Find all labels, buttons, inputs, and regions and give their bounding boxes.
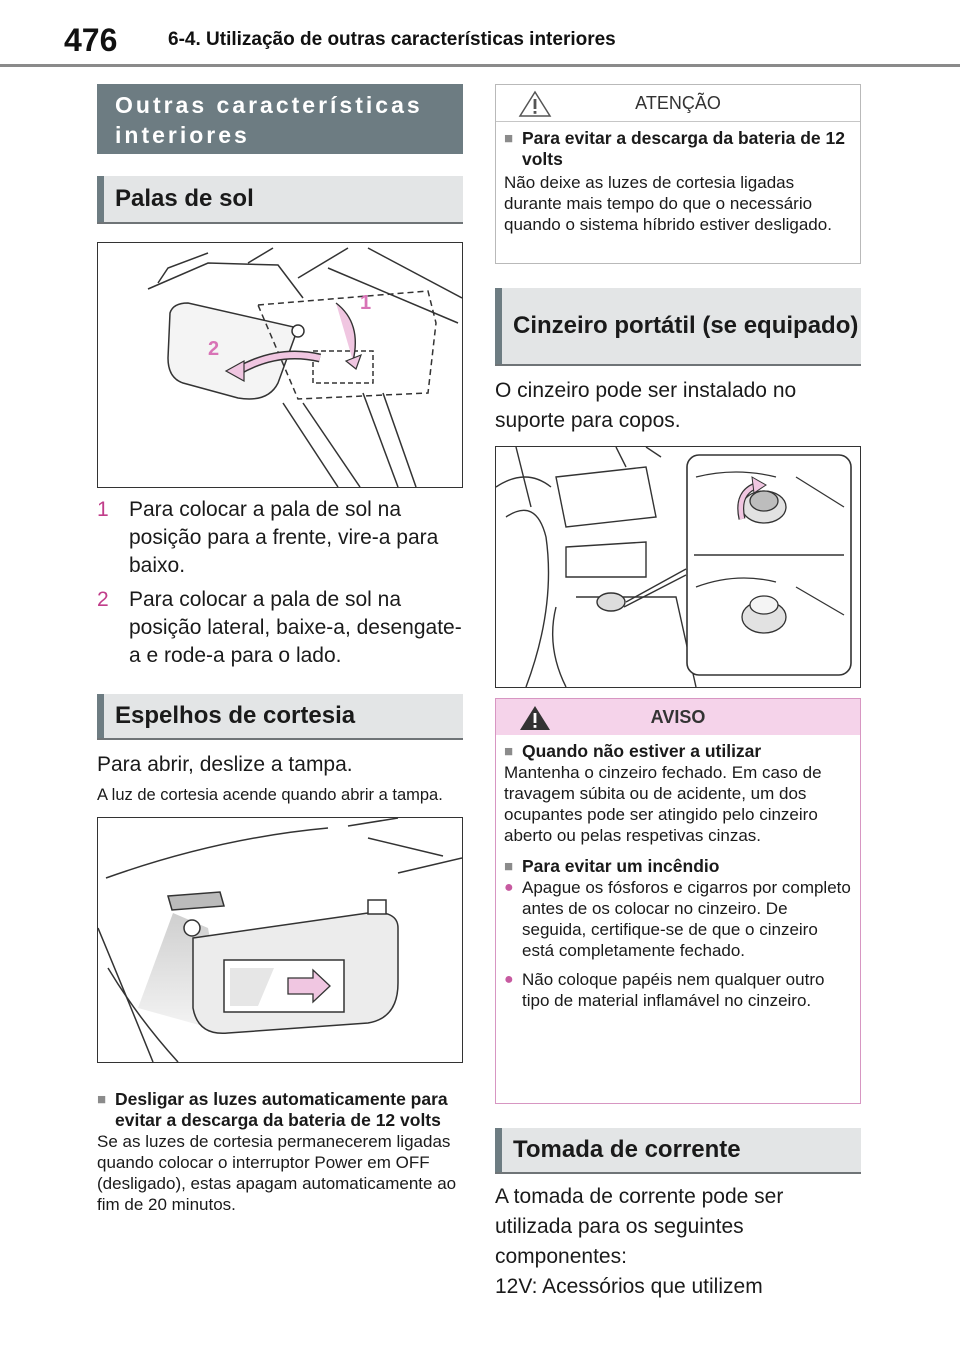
section-heading-text: Palas de sol (115, 185, 254, 212)
step-item (97, 496, 463, 580)
attention-label: ATENÇÃO (635, 92, 721, 113)
step-number: 2 (97, 588, 109, 611)
ashtray-illustration (496, 447, 860, 687)
notice-item-title (504, 856, 852, 877)
notice-header (496, 699, 860, 735)
section-heading-text: Tomada de corrente (513, 1136, 741, 1163)
section-heading-sun-visors (97, 176, 463, 224)
notice-item-title (504, 741, 852, 762)
attention-item-title-text: Para evitar a descarga da bateria de 12 volts (522, 128, 845, 169)
fig-label-1: 1 (360, 292, 372, 314)
attention-box (495, 84, 861, 264)
step-text: Para colocar a pala de sol na posição lateral, baixe-a, desengate-a e rode-a para o lado. (129, 588, 462, 667)
notice-bullet (504, 969, 852, 1011)
header-rule (0, 64, 960, 67)
ashtray-text: O cinzeiro pode ser instalado no suporte para copos. (495, 379, 797, 432)
notice-bullet-text: Apague os fósforos e cigarros por completo antes de os colocar no cinzeiro. De seguida, certifique-se de que o cinzeiro está completamente fechado. (522, 878, 851, 960)
warning-triangle-icon (518, 90, 552, 118)
square-bullet-icon: ■ (504, 743, 514, 760)
section-heading-text: Cinzeiro portátil (se equipado) (513, 312, 859, 339)
outlet-text-continued: 12V: Acessórios que utilizem (495, 1275, 763, 1298)
note-text: Se as luzes de cortesia permanecerem ligadas quando colocar o interruptor Power em OFF (desligado), estas apagam automaticamente ao fim de 20 minutos. (97, 1132, 457, 1214)
notice-bullet-text: Não coloque papéis nem qualquer outro tipo de material inflamável no cinzeiro. (522, 970, 825, 1010)
step-text: Para colocar a pala de sol na posição para a frente, vire-a para baixo. (129, 498, 439, 577)
circle-bullet-icon: ● (504, 971, 514, 988)
chapter-title: 6-4. Utilização de outras características interiores (168, 29, 616, 50)
notice-bullet (504, 877, 852, 961)
circle-bullet-icon: ● (504, 879, 514, 896)
sun-visor-steps (97, 496, 463, 670)
page-header (0, 0, 960, 66)
notice-item-title-text: Quando não estiver a utilizar (522, 741, 762, 761)
attention-body (496, 122, 860, 243)
notice-item-text: Mantenha o cinzeiro fechado. Em caso de travagem súbita ou de acidente, um dos ocupantes pode ser atingido pelo cinzeiro aberto ou pelas respetivas cinzas. (504, 763, 822, 845)
ashtray-figure (495, 446, 861, 688)
mirror-intro: Para abrir, deslize a tampa. (97, 753, 353, 776)
right-column (495, 84, 861, 1302)
square-bullet-icon: ■ (97, 1091, 107, 1108)
mirror-note (97, 1089, 463, 1215)
notice-body (496, 735, 860, 1019)
section-heading-mirrors (97, 694, 463, 740)
vanity-mirror-figure (97, 817, 463, 1063)
notice-label: AVISO (650, 706, 706, 727)
section-heading-text: Espelhos de cortesia (115, 702, 356, 729)
square-bullet-icon: ■ (504, 858, 514, 875)
section-heading-ashtray (495, 288, 861, 366)
main-section-title: Outras características interiores (97, 84, 463, 154)
page-number: 476 (64, 22, 118, 58)
warning-triangle-icon (518, 704, 552, 732)
notice-box (495, 698, 861, 1104)
note-title-text: Desligar as luzes automaticamente para evitar a descarga da bateria de 12 volts (115, 1089, 448, 1130)
vanity-mirror-illustration (98, 818, 462, 1062)
step-item (97, 586, 463, 670)
step-number: 1 (97, 498, 109, 521)
section-heading-outlet (495, 1128, 861, 1174)
left-column (97, 84, 463, 1215)
attention-header (496, 85, 860, 122)
attention-item-text: Não deixe as luzes de cortesia ligadas durante mais tempo do que o necessário quando o sistema híbrido estiver desligado. (504, 173, 832, 234)
outlet-text: A tomada de corrente pode ser utilizada para os seguintes componentes: (495, 1185, 784, 1268)
note-title (97, 1089, 463, 1131)
notice-item-title-text: Para evitar um incêndio (522, 856, 720, 876)
attention-item-title (504, 128, 852, 170)
mirror-detail: A luz de cortesia acende quando abrir a tampa. (97, 786, 443, 804)
square-bullet-icon: ■ (504, 130, 514, 147)
fig-label-2: 2 (208, 338, 220, 360)
sun-visor-figure (97, 242, 463, 488)
sun-visor-illustration (98, 243, 462, 487)
